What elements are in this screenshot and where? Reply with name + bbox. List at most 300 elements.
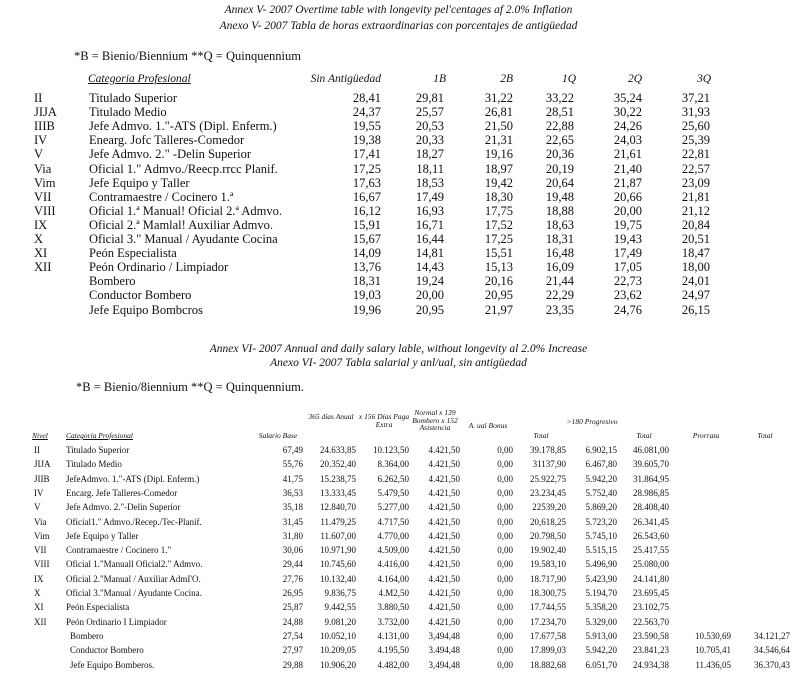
annex5-row-value: 21,44 (545, 274, 574, 289)
annex5-row-category: Titulado Medio (89, 105, 167, 120)
annex6-row-value: 25.080,00 (633, 559, 669, 570)
annex5-header-col-1: Sin Antigüedad (310, 73, 381, 85)
annex5-row-value: 24,01 (681, 274, 710, 289)
annex5-row-value: 24,37 (352, 105, 381, 120)
annex5-row-value: 18,31 (545, 232, 574, 246)
annex6-row-value: 6.262,50 (377, 473, 409, 484)
annex5-row-value: 17,05 (613, 260, 642, 275)
annex6-row-value: 41,75 (282, 473, 303, 484)
annex5-row-value: 15,13 (484, 260, 513, 275)
annex5-row-value: 33,22 (545, 91, 574, 105)
annex5-row-category: Conductor Bombero (89, 288, 192, 303)
annex5-row-value: 24,26 (613, 119, 642, 134)
annex5-row-value: 20,00 (613, 203, 642, 218)
annex5-row-value: 16,93 (415, 203, 444, 218)
annex5-row-value: 26,15 (681, 302, 710, 317)
annex5-row-value: 25,57 (415, 105, 444, 120)
annex6-row-value: 29,88 (282, 659, 303, 670)
annex6-row-value: 8.364,00 (377, 459, 409, 470)
annex5-row-value: 20,36 (545, 147, 574, 162)
annex5-row-value: 26,81 (484, 105, 513, 120)
annex6-row-value: 17.234,70 (530, 616, 566, 627)
annex5-row-value: 21,50 (484, 119, 513, 134)
annex5-row-value: 21,97 (484, 302, 513, 317)
annex5-row-value: 20,16 (484, 274, 513, 289)
annex6-row-value: 23.841,23 (633, 645, 669, 656)
annex6-row-code: JIJA (34, 459, 51, 470)
annex5-row-value: 15,91 (352, 217, 381, 232)
annex6-row-value: 24.934,38 (633, 659, 669, 670)
annex5-row-category: Jefe Equipo y Taller (89, 175, 190, 190)
annex5-row-value: 22,65 (545, 133, 574, 148)
annex5-row-value: 28,41 (352, 91, 381, 105)
annex5-row-value: 17,52 (484, 217, 513, 232)
annex6-row-value: 11.607,00 (320, 530, 356, 541)
annex5-row-value: 24,03 (613, 133, 642, 148)
annex6-row-category: Peón Ordinario I Limpiador (66, 616, 167, 627)
annex5-row-value: 18,63 (545, 217, 574, 232)
annex5-row-value: 15,67 (352, 232, 381, 246)
annex6-row-value: 29,44 (282, 559, 303, 570)
annex6-row-value: 26,95 (282, 588, 303, 598)
annex6-row-value: 5.329,00 (585, 616, 617, 627)
annex5-row-code: VII (34, 189, 52, 204)
annex6-row-value: 0,00 (497, 502, 513, 513)
annex5-header-col-3: 2B (500, 73, 513, 85)
annex6-row-value: 23.590,58 (633, 630, 669, 641)
annex6-row-value: 9.081,20 (324, 616, 356, 627)
annex5-header-col-2: 1B (433, 73, 446, 85)
annex6-row-value: 5.752,40 (585, 487, 617, 498)
annex6-row-value: 24.633,85 (320, 445, 356, 455)
annex6-row-value: 20,618,25 (530, 516, 566, 527)
annex6-header-col-9: Prorrata (692, 431, 720, 440)
annex6-row-code: II (34, 445, 40, 455)
annex6-row-value: 5.358,20 (585, 602, 617, 613)
annex6-row-value: 4.M2,50 (378, 588, 409, 598)
annex6-row-value: 39.178,85 (530, 445, 566, 455)
annex5-row-value: 16,44 (415, 232, 444, 246)
annex5-row-value: 16,48 (545, 246, 574, 261)
annex6-row-value: 5.496,90 (585, 559, 617, 570)
annex5-row-value: 21,87 (613, 175, 642, 190)
annex5-row-value: 14,09 (352, 246, 381, 261)
annex6-header-col-6: Total (533, 431, 549, 440)
annex6-row-category: Titulado Medio (66, 459, 122, 470)
annex6-row-value: 5.277,00 (377, 502, 409, 513)
annex6-header-col-5: A. ual Bonus (468, 421, 508, 430)
annex6-title-en: Annex VI- 2007 Annual and daily salary lable, without longevity al 2.0% Increase (209, 343, 588, 355)
annex6-row-value: 0,00 (497, 630, 513, 641)
annex6-header-col-10: Total (757, 431, 773, 440)
annex6-row-value: 4.421,50 (428, 502, 460, 513)
annex6-row-value: 4.421,50 (428, 559, 460, 570)
annex5-row-value: 17,49 (415, 189, 444, 204)
annex6-row-value: 10.123,50 (373, 445, 409, 455)
annex5-row-value: 19,48 (545, 189, 574, 204)
annex5-row-code: Via (34, 161, 52, 176)
annex5-row-code: Vim (34, 175, 56, 190)
annex5-row-value: 19,03 (352, 288, 381, 303)
annex6-row-value: 19.902,40 (530, 545, 566, 556)
annex5-row-value: 20,19 (545, 161, 574, 176)
annex5-row-value: 18,53 (415, 175, 444, 190)
annex5-row-category: Jefe Admvo. 1."-ATS (Dipl. Enferm.) (89, 119, 277, 134)
annex6-row-value: 0,00 (497, 445, 513, 455)
annex6-row-value: 4.421,50 (428, 616, 460, 627)
annex6-header-col-4: Normal x 139 Bombero x 152 Asistencia (412, 408, 458, 432)
annex6-header-level: Nivel (32, 431, 48, 440)
annex6-row-category: Jefe Equipo Bomberos. (70, 659, 155, 670)
annex6-row-value: 17.744,55 (530, 602, 566, 613)
annex5-row-value: 20,95 (415, 302, 444, 317)
annex6-row-code: VII (34, 545, 47, 556)
annex5-row-value: 21,81 (681, 189, 710, 204)
annex5-row-value: 21,61 (613, 147, 642, 162)
annex6-row-category: Bombero (70, 630, 104, 641)
annex5-row-value: 31,22 (484, 91, 513, 105)
annex6-row-value: 10.132,40 (320, 573, 356, 584)
annex6-row-value: 11.436,05 (695, 659, 731, 670)
annex6-row-value: 5.942,20 (585, 645, 617, 656)
annex5-row-value: 19,75 (613, 217, 642, 232)
annex5-header-col-5: 2Q (627, 73, 642, 85)
annex6-row-value: 9.836,75 (324, 588, 356, 598)
annex5-header-category: Categoria Profesional (88, 73, 191, 85)
annex5-row-value: 37,21 (681, 91, 710, 105)
annex5-row-value: 31,93 (681, 105, 710, 120)
annex6-row-value: 4.482,00 (377, 659, 409, 670)
annex5-row-value: 22,29 (545, 288, 574, 303)
annex5-row-code: V (34, 147, 44, 162)
annex6-row-value: 15.238,75 (320, 473, 356, 484)
annex6-row-value: 31137,90 (532, 459, 566, 470)
annex6-row-value: 27,54 (282, 630, 303, 641)
annex6-row-value: 4.416,00 (377, 559, 409, 570)
annex6-row-code: IV (34, 487, 44, 498)
annex5-row-value: 23,62 (613, 288, 642, 303)
annex6-row-category: Oficial 2."Manual / Auxiliar AdmI'O. (66, 573, 201, 584)
annex5-row-value: 17,63 (352, 175, 381, 190)
annex6-row-value: 27,76 (282, 573, 303, 584)
annex6-row-value: 4.509,00 (377, 545, 409, 556)
annex6-row-value: 4.717,50 (377, 516, 409, 527)
annex6-row-value: 5.942,20 (585, 473, 617, 484)
annex6-row-value: 9.442,55 (324, 602, 356, 613)
annex6-row-category: Jefe Admvo. 2."-Delin Superior (66, 502, 181, 513)
annex5-row-category: Oficial 1." Admvo./Reecp.rrcc Planif. (89, 161, 278, 176)
annex6-header-col-3: x 156 Días Paga Extra (358, 412, 410, 429)
annex5-row-value: 24,76 (613, 302, 642, 317)
annex6-row-value: 34.121,27 (754, 630, 790, 641)
annex5-row-category: Jefe Equipo Bombcros (89, 302, 203, 317)
annex5-row-value: 21,40 (613, 161, 642, 176)
annex5-row-code: IV (34, 133, 48, 148)
annex6-row-value: 28.408,40 (633, 502, 669, 513)
annex5-row-category: Enearg. Jofc Talleres-Comedor (89, 133, 245, 148)
annex5-row-value: 35,24 (613, 91, 642, 105)
annex5-row-value: 18,11 (416, 161, 444, 176)
annex5-row-value: 18,27 (415, 147, 444, 162)
annex5-row-category: Peón Ordinario / Limpiador (89, 260, 229, 275)
annex5-row-value: 19,55 (352, 119, 381, 134)
annex6-row-code: XII (34, 616, 47, 627)
annex6-row-value: 31,80 (282, 530, 303, 541)
annex5-row-value: 21,31 (484, 133, 513, 148)
annex6-row-value: 4.421,50 (428, 487, 460, 498)
annex5-row-value: 19,42 (484, 175, 513, 190)
annex6-legend: *B = Bienio/8iennium **Q = Quinquennium. (76, 380, 304, 394)
annex5-row-code: IX (34, 217, 48, 232)
annex6-row-value: 3.494,48 (428, 645, 460, 656)
annex6-row-value: 0,00 (497, 487, 513, 498)
annex6-row-value: 6.902,15 (585, 445, 617, 455)
annex5-row-value: 22,73 (613, 274, 642, 289)
annex6-row-value: 18.717,90 (530, 573, 566, 584)
annex5-row-value: 22,88 (545, 119, 574, 134)
annex6-header-col-1: Salario Base (258, 431, 298, 440)
annex5-row-value: 14,81 (415, 246, 444, 261)
annex6-row-value: 4.421,50 (428, 516, 460, 527)
annex6-row-value: 0,00 (497, 588, 513, 598)
annex5-row-value: 19,24 (415, 274, 444, 289)
annex5-row-code: JIJA (34, 105, 57, 120)
annex6-row-value: 0,00 (497, 545, 513, 556)
annex6-row-value: 10.745,60 (320, 559, 356, 570)
annex5-row-category: Oficial 2.ª Mamlal! Auxiliar Admvo. (89, 217, 273, 232)
annex5-row-value: 20,95 (484, 288, 513, 303)
annex5-row-value: 22,57 (681, 161, 710, 176)
annex6-row-category: Oficial 1."Manuall Oficial2." Admvo. (66, 559, 203, 570)
annex6-row-value: 25.417,55 (633, 545, 669, 556)
annex6-row-value: 0,00 (497, 602, 513, 613)
annex6-row-value: 4.421,50 (428, 459, 460, 470)
annex5-row-code: XII (34, 260, 52, 275)
annex5-row-code: IIIB (34, 119, 55, 134)
annex5-row-value: 25,39 (681, 133, 710, 148)
annex5-row-value: 18,00 (681, 260, 710, 275)
annex6-row-value: 46.081,00 (633, 445, 669, 455)
annex5-title-es: Anexo V- 2007 Tabla de horas extraordinarias con porcentajes de antigüedad (219, 20, 578, 32)
annex5-row-value: 22,81 (681, 147, 710, 162)
annex6-row-value: 0,00 (497, 473, 513, 484)
annex6-row-value: 22539,20 (532, 502, 566, 513)
annex5-row-value: 19,38 (352, 133, 381, 148)
annex6-header-col-7: >180 Progresivo (566, 417, 618, 426)
annex5-row-category: Contramaestre / Cocinero 1.ª (89, 189, 234, 204)
annex6-row-value: 17.899,03 (530, 645, 566, 656)
annex6-row-value: 0,00 (497, 616, 513, 627)
annex6-header-col-2: 365 días Anual (308, 412, 354, 421)
annex6-row-code: JIIB (34, 473, 50, 484)
annex6-row-category: Oficial 3."Manual / Ayudante Cocina. (66, 588, 202, 598)
annex6-row-value: 31.864,95 (633, 473, 669, 484)
annex6-row-category: Peón Especialista (66, 602, 130, 613)
annex6-row-value: 5.479,50 (377, 487, 409, 498)
annex6-row-value: 26.341,45 (633, 516, 669, 527)
annex6-row-category: Jefe Equipo y Taller (66, 530, 139, 541)
annex5-row-category: Oficial 3." Manual / Ayudante Cocina (89, 232, 278, 246)
annex6-row-value: 36.370,43 (754, 659, 790, 670)
annex5-row-value: 20,53 (415, 119, 444, 134)
annex6-row-value: 20.352,40 (320, 459, 356, 470)
annex6-row-value: 12.840,70 (320, 502, 356, 513)
annex6-row-code: X (34, 588, 41, 598)
annex5-row-value: 23,09 (681, 175, 710, 190)
annex6-row-value: 17.677,58 (530, 630, 566, 641)
annex5-row-code: X (34, 232, 44, 246)
annex5-row-value: 17,25 (352, 161, 381, 176)
annex5-row-value: 18,88 (545, 203, 574, 218)
annex6-row-value: 6.467,80 (585, 459, 617, 470)
annex5-row-value: 30,22 (613, 105, 642, 120)
annex5-row-value: 18,31 (352, 274, 381, 289)
annex6-row-category: Oficial1." Admvo./Recep./Tec-Planif. (66, 516, 202, 527)
annex5-row-value: 19,43 (613, 232, 642, 246)
annex5-row-value: 28,51 (545, 105, 574, 120)
annex5-row-value: 16,12 (352, 203, 381, 218)
annex6-row-value: 18.882,68 (530, 659, 566, 670)
annex6-row-value: 20.798,50 (530, 530, 566, 541)
annex6-row-category: Titulado Superior (66, 445, 130, 455)
annex5-row-value: 16,71 (415, 217, 444, 232)
annex5-legend: *B = Bienio/Biennium **Q = Quinquennium (74, 49, 301, 63)
annex5-row-category: Peón Especialista (89, 246, 177, 261)
annex5-row-value: 20,84 (681, 217, 710, 232)
annex6-title-es: Anexo VI- 2007 Tabla salarial y anl/ual, sin antigüedad (270, 357, 527, 369)
annex5-title-en: Annex V- 2007 Overtime table with longevity pel'centages af 2.0% Inflation (224, 4, 573, 16)
annex6-row-value: 3,494,48 (428, 659, 460, 670)
annex5-row-value: 19,96 (352, 302, 381, 317)
annex6-row-value: 28.986,85 (633, 487, 669, 498)
annex5-row-value: 17,75 (484, 203, 513, 218)
annex5-row-value: 24,97 (681, 288, 710, 303)
annex5-row-value: 21,12 (681, 203, 710, 218)
annex6-header-category: Categoría Profesional (66, 431, 134, 440)
annex6-row-value: 4.421,50 (428, 588, 460, 598)
annex5-row-value: 20,64 (545, 175, 574, 190)
annex6-row-value: 22.563,70 (633, 616, 669, 627)
annex6-row-value: 10.971,90 (320, 545, 356, 556)
annex6-row-value: 4.421,50 (428, 473, 460, 484)
annex6-row-value: 3.732,00 (377, 616, 409, 627)
annex5-row-value: 23,35 (545, 302, 574, 317)
annex6-row-value: 6.051,70 (585, 659, 617, 670)
annex5-row-value: 16,09 (545, 260, 574, 275)
annex6-row-value: 10.906,20 (320, 659, 356, 670)
annex6-row-value: 0,00 (497, 516, 513, 527)
annex5-row-value: 25,60 (681, 119, 710, 134)
annex6-row-category: Conductor Bombero (70, 645, 144, 656)
annex5-row-category: Titulado Superior (89, 91, 178, 105)
annex6-row-value: 4.164,00 (377, 573, 409, 584)
annex5-row-category: Bombero (89, 274, 136, 289)
annex6-row-value: 4.195,50 (377, 645, 409, 656)
annex5-row-value: 20,00 (415, 288, 444, 303)
annex5-header-col-6: 3Q (696, 73, 711, 85)
annex5-row-value: 13,76 (352, 260, 381, 275)
annex6-row-value: 11.479,25 (320, 516, 356, 527)
annex6-row-value: 23.695,45 (633, 588, 669, 598)
annex6-row-value: 0,00 (497, 659, 513, 670)
annex6-row-value: 0,00 (497, 530, 513, 541)
annex5-row-code: VIII (34, 203, 56, 218)
annex6-row-code: Via (34, 516, 47, 527)
annex6-row-code: XI (34, 602, 44, 613)
annex6-row-value: 5.423,90 (585, 573, 617, 584)
annex5-row-value: 17,25 (484, 232, 513, 246)
annex6-row-code: Vim (34, 530, 50, 541)
annex6-row-value: 25,87 (282, 602, 303, 613)
annex6-row-value: 5.913,00 (585, 630, 617, 641)
annex5-row-value: 17,49 (613, 246, 642, 261)
annex6-row-value: 4.421,50 (428, 445, 460, 455)
annex6-row-value: 10.705,41 (695, 645, 731, 656)
annex6-row-value: 23.102,75 (633, 602, 669, 613)
annex6-row-value: 27,97 (282, 645, 303, 656)
annex6-row-value: 10.209,05 (320, 645, 356, 656)
annex5-row-value: 15,51 (484, 246, 513, 261)
annex6-row-category: Contramaestre / Cocinero 1." (66, 545, 172, 556)
annex5-row-value: 17,41 (352, 147, 381, 162)
annex5-row-value: 19,16 (484, 147, 513, 162)
annex6-row-value: 24.141,80 (633, 573, 669, 584)
annex6-row-value: 23.234,45 (530, 487, 566, 498)
annex6-row-value: 0,00 (497, 459, 513, 470)
annex6-row-value: 3,494,48 (428, 630, 460, 641)
annex6-row-value: 67,49 (282, 445, 303, 455)
annex5-row-code: XI (34, 246, 48, 261)
annex6-row-value: 5.869,20 (585, 502, 617, 513)
annex6-row-value: 0,00 (497, 559, 513, 570)
annex6-row-value: 39.605,70 (633, 459, 669, 470)
annex6-row-code: V (34, 502, 41, 513)
annex6-row-value: 4.770,00 (377, 530, 409, 541)
annex6-row-category: Encarg. Jefe Talleres-Comedor (66, 487, 178, 498)
annex6-row-value: 25.922,75 (530, 473, 566, 484)
annex6-row-value: 0,00 (497, 573, 513, 584)
annex6-header-col-8: Total (636, 431, 652, 440)
annex6-row-value: 55,76 (282, 459, 303, 470)
annex5-row-value: 18,30 (484, 189, 513, 204)
annex5-row-category: Oficial 1.ª Manual! Oficial 2.ª Admvo. (89, 203, 282, 218)
annex6-row-value: 10.530,69 (695, 630, 731, 641)
annex6-row-value: 26.543,60 (633, 530, 669, 541)
annex5-header-col-4: 1Q (561, 73, 576, 85)
annex5-row-value: 20,33 (415, 133, 444, 148)
annex6-row-value: 35,18 (282, 502, 303, 513)
annex6-row-value: 30,06 (282, 545, 303, 556)
annex5-row-value: 29,81 (415, 91, 444, 105)
annex6-row-value: 19.583,10 (530, 559, 566, 570)
annex6-row-value: 3.880,50 (377, 602, 409, 613)
annex6-row-value: 5.745,10 (585, 530, 617, 541)
annex6-row-value: 5.723,20 (585, 516, 617, 527)
annex6-row-value: 5.194,70 (585, 588, 617, 598)
annex5-row-value: 20,66 (613, 189, 642, 204)
annex6-row-value: 4.131,00 (377, 630, 409, 641)
annex6-row-value: 18.300,75 (530, 588, 566, 598)
annex5-row-category: Jefe Admvo. 2." -Delin Superior (89, 147, 252, 162)
annex6-row-value: 13.333,45 (320, 487, 356, 498)
annex6-row-value: 36,53 (282, 487, 303, 498)
annex5-row-code: II (34, 91, 43, 105)
annex5-row-value: 16,67 (352, 189, 381, 204)
annex6-row-value: 4.421,50 (428, 573, 460, 584)
annex5-row-value: 18,47 (681, 246, 710, 261)
annex6-row-category: JefeAdmvo. 1."-ATS (Dipl. Enferm.) (66, 473, 200, 484)
annex6-row-value: 31,45 (282, 516, 303, 527)
